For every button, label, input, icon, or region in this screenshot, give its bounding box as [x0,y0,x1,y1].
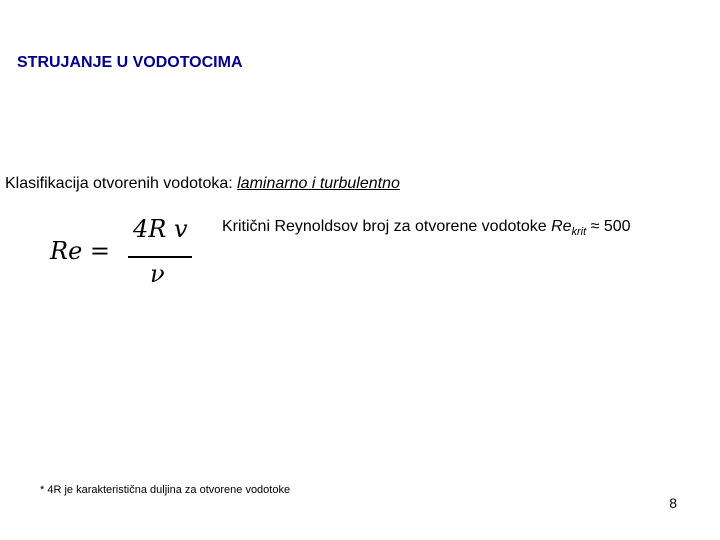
page-number: 8 [669,495,677,511]
formula-denominator: ν [150,260,165,288]
classification-line [5,175,400,193]
critical-symbol: Re [551,218,572,235]
classification-prefix: Klasifikacija otvorenih vodotoka: [5,175,238,192]
fraction-bar [128,256,192,258]
formula-lhs: Re = [50,237,111,265]
critical-label: Kritični Reynoldsov broj za otvorene vodotoke [222,218,552,235]
critical-reynolds-text [222,218,631,238]
critical-subscript: krit [571,226,587,239]
slide-title: STRUJANJE U VODOTOCIMA [17,54,243,71]
footnote: * 4R je karakteristična duljina za otvorene vodotoke [40,484,291,496]
formula-numerator: 4R v [133,215,188,243]
classification-emphasis: laminarno i turbulentno [237,175,400,192]
critical-relation: ≈ 500 [586,218,631,235]
reynolds-formula [50,215,200,290]
